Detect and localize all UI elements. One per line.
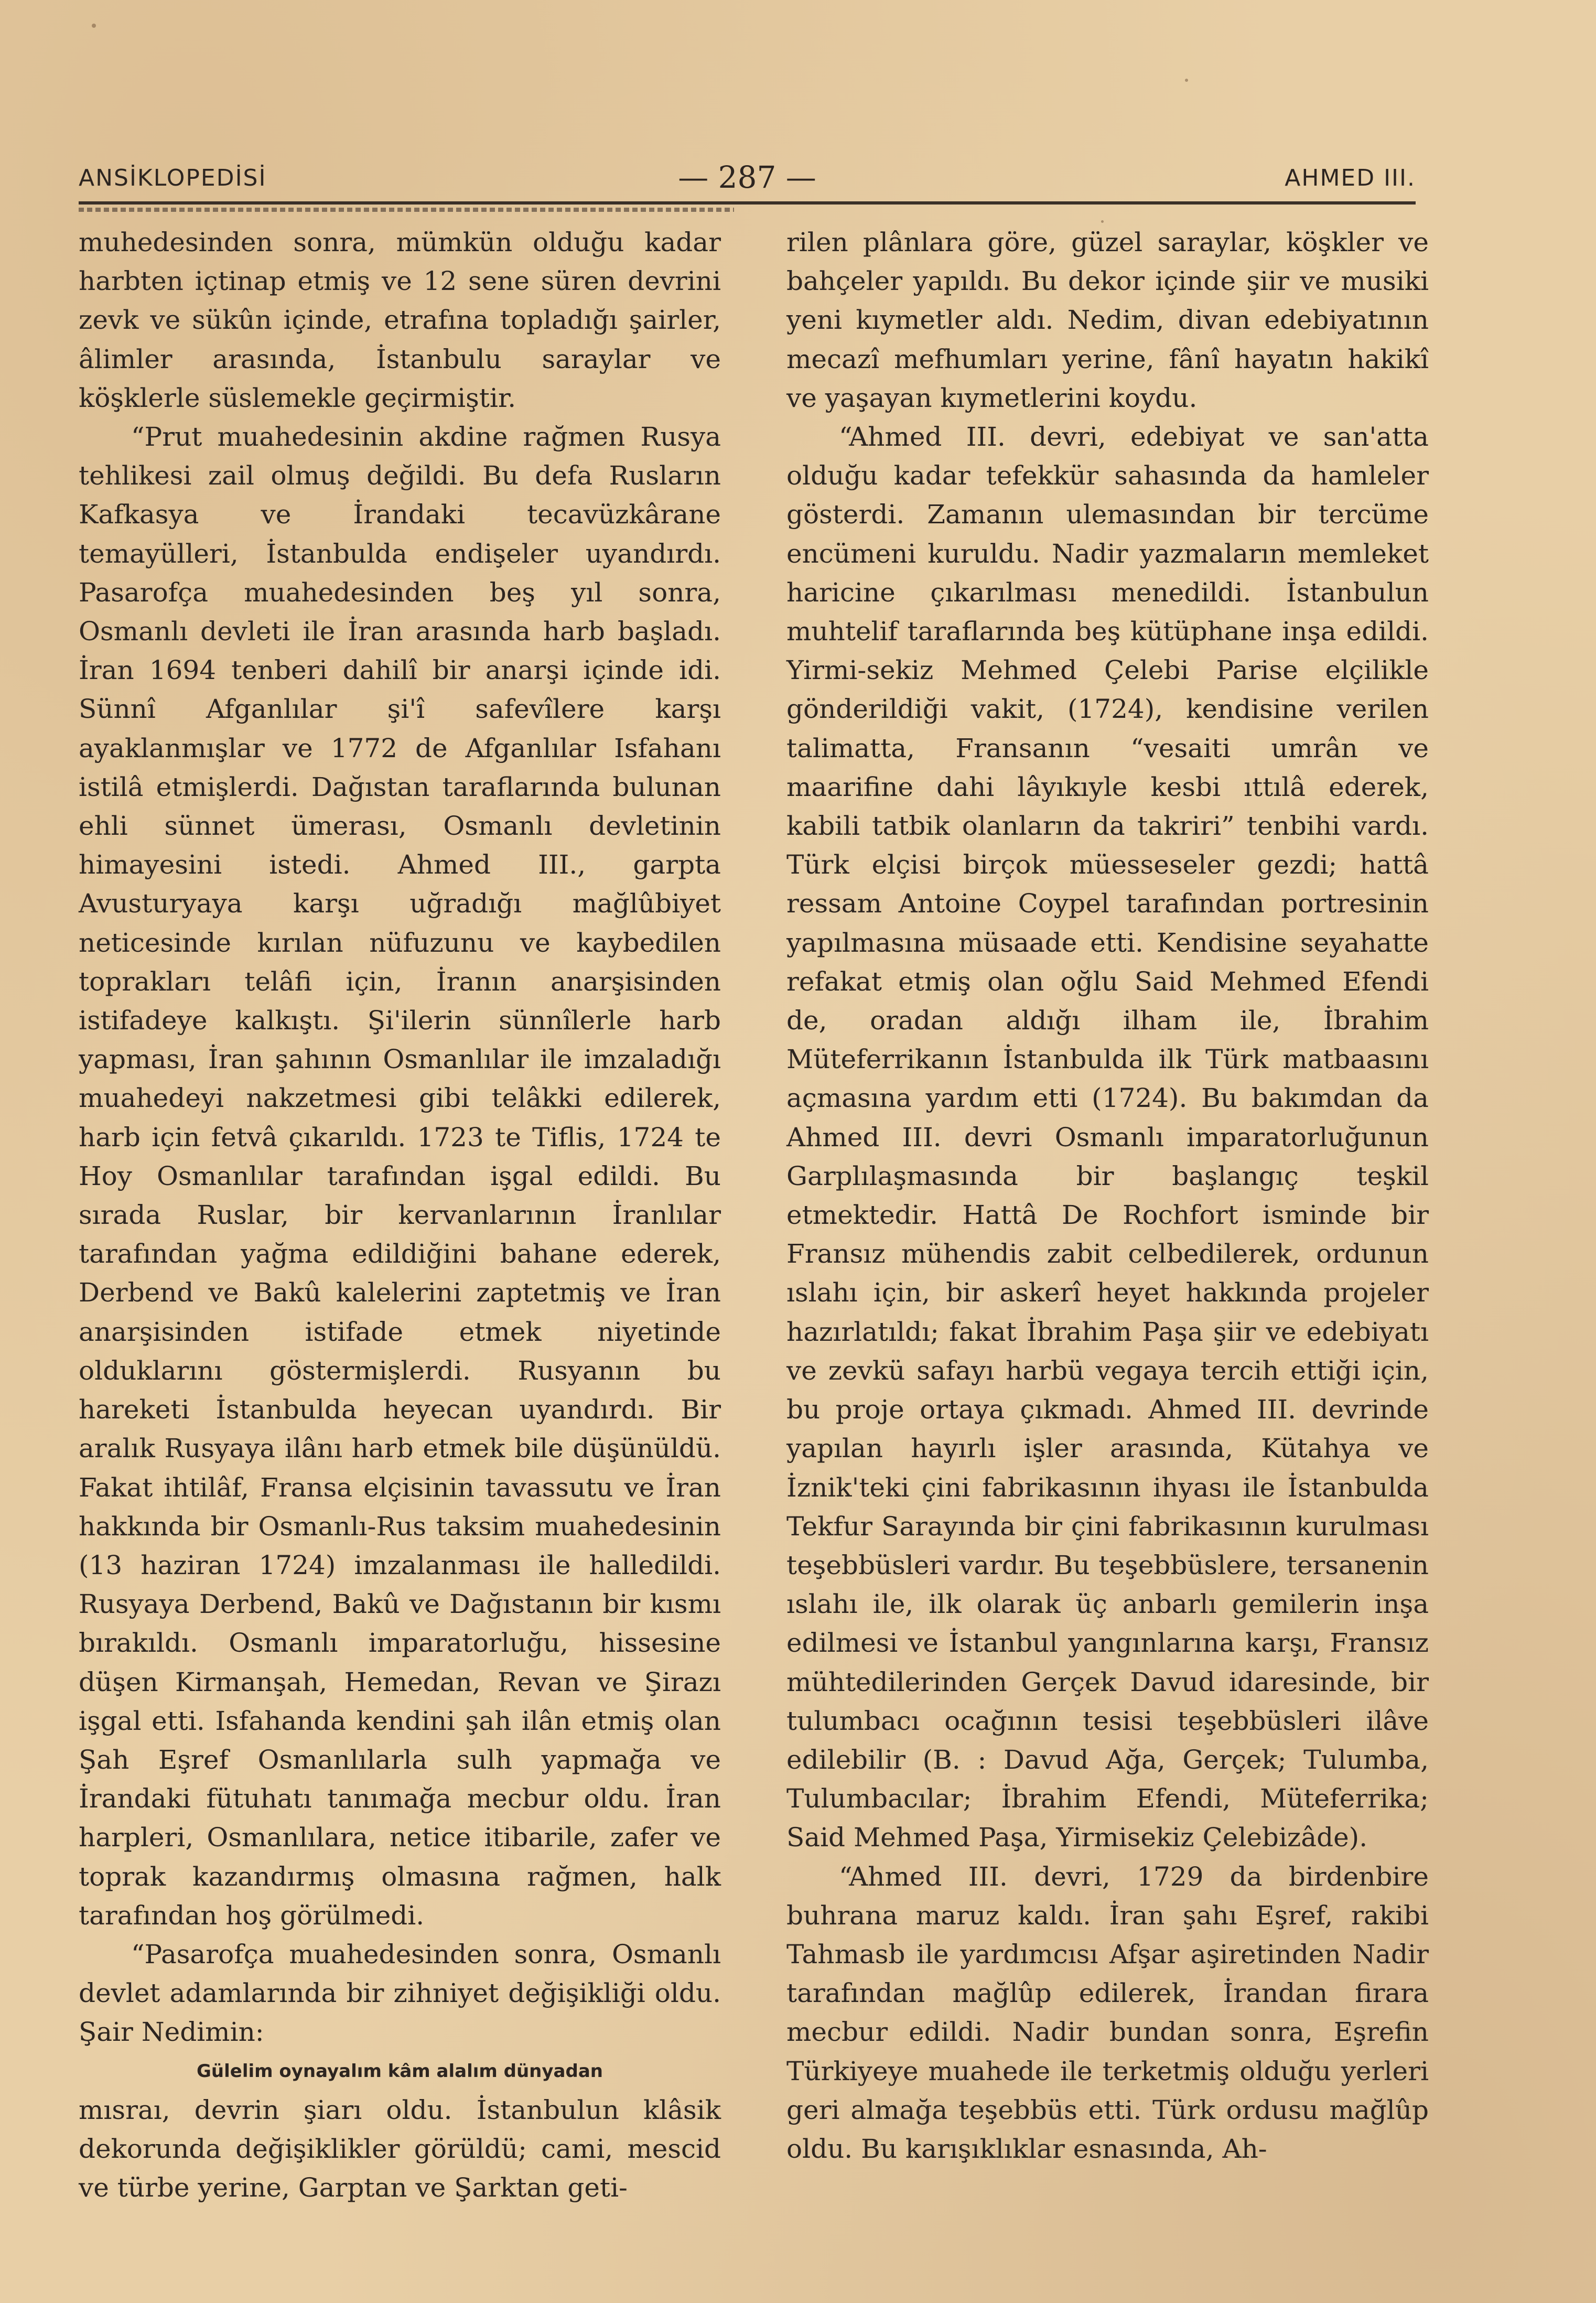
left-column bbox=[79, 223, 721, 2207]
paper-speck bbox=[92, 24, 96, 28]
left-paragraph-1: muhedesinden sonra, mümkün olduğu kadar harbten içtinap etmiş ve 12 sene süren devrini zevk ve sükûn içinde, etrafına topladığı şairler, âlimler arasında, İstanbulu saraylar ve köşklerle süslemekle geçirmiştir. bbox=[79, 227, 721, 413]
header-section: AHMED III. bbox=[1285, 165, 1416, 191]
right-paragraph-1: rilen plânlara göre, güzel saraylar, köşkler ve bahçeler yapıldı. Bu dekor içinde şiir ve musiki yeni kıymetler aldı. Nedim, divan edebiyatının mecazî mefhumları yerine, fânî hayatın hakikî ve yaşayan kıymetlerini koydu. bbox=[786, 227, 1429, 413]
page-number: — 287 — bbox=[678, 159, 816, 195]
right-paragraph-2: “Ahmed III. devri, edebiyat ve san'atta olduğu kadar tefekkür sahasında da hamleler gösterdi. Zamanın ulemasından bir tercüme encümeni kuruldu. Nadir yazmaların memleket haricine çıkarılması menedildi. İstanbulun muhtelif taraflarında beş kütüphane inşa edildi. Yirmi-sekiz Mehmed Çelebi Parise elçilikle gönderildiği vakit, (1724), kendisine verilen talimatta, Fransanın “vesaiti umrân ve maarifine dahi lâyıkıyle kesbi ıttılâ ederek, kabili tatbik olanların da takriri” tenbihi vardı. Türk elçisi birçok müesseseler gezdi; hattâ ressam Antoine Coypel tarafından portresinin yapılmasına müsaade etti. Kendisine seyahatte refakat etmiş olan oğlu Said Mehmed Efendi de, oradan aldığı ilham ile, İbrahim Müteferrikanın İstanbulda ilk Türk matbaasını açmasına yardım etti (1724). Bu bakımdan da Ahmed III. devri Osmanlı imparatorluğunun Garplılaşmasında bir başlangıç teşkil etmektedir. Hattâ De Rochfort isminde bir Fransız mühendis zabit celbedilerek, ordunun ıslahı için, bir askerî heyet hakkında projeler hazırlatıldı; fakat İbrahim Paşa şiir ve edebiyatı ve zevkü safayı harbü vegaya tercih ettiği için, bu proje ortaya çıkmadı. Ahmed III. devrinde yapılan hayırlı işler arasında, Kütahya ve İznik'teki çini fabrikasının ihyası ile İstanbulda Tekfur Sarayında bir çini fabrikasının kurulması teşebbüsleri vardır. Bu teşebbüslere, tersanenin ıslahı ile, ilk olarak üç anbarlı gemilerin inşa edilmesi ve İstanbul yangınlarına karşı, Fransız mühtedilerinden Gerçek Davud idaresinde, bir tulumbacı ocağının tesisi teşebbüsleri ilâve edilebilir (B. : Davud Ağa, Gerçek; Tulumba, Tulumbacılar; İbrahim Efendi, Müteferrika; Said Mehmed Paşa, Yirmisekiz Çelebizâde). bbox=[786, 422, 1429, 1853]
left-paragraph-3: “Pasarofça muahedesinden sonra, Osmanlı devlet adamlarında bir zihniyet değişikliği oldu. Şair Nedimin: bbox=[79, 1939, 721, 2048]
header-rule bbox=[79, 201, 1416, 205]
verse-quote: Gülelim oynayalım kâm alalım dünyadan bbox=[197, 2060, 603, 2082]
header-title: ANSİKLOPEDİSİ bbox=[79, 165, 267, 191]
header-rule-decorative bbox=[79, 208, 734, 212]
paper-speck bbox=[1101, 220, 1104, 223]
right-column bbox=[786, 223, 1429, 2168]
paper-speck bbox=[1185, 79, 1188, 82]
right-paragraph-3: “Ahmed III. devri, 1729 da birdenbire buhrana maruz kaldı. İran şahı Eşref, rakibi Tahmasb ile yardımcısı Afşar aşiretinden Nadir tarafından mağlûp edilerek, İrandan firara mecbur edildi. Nadir bundan sonra, Eşrefin Türkiyeye muahede ile terketmiş olduğu yerleri geri almağa teşebbüs etti. Türk ordusu mağlûp oldu. Bu karışıklıklar esnasında, Ah- bbox=[786, 1861, 1429, 2164]
running-header bbox=[79, 157, 1416, 194]
left-paragraph-4: mısraı, devrin şiarı oldu. İstanbulun klâsik dekorunda değişiklikler görüldü; cami, mescid ve türbe yerine, Garptan ve Şarktan geti- bbox=[79, 2094, 721, 2203]
left-paragraph-2: “Prut muahedesinin akdine rağmen Rusya tehlikesi zail olmuş değildi. Bu defa Rusların Kafkasya ve İrandaki tecavüzkârane temayülleri, İstanbulda endişeler uyandırdı. Pasarofça muahedesinden beş yıl sonra, Osmanlı devleti ile İran arasında harb başladı. İran 1694 tenberi dahilî bir anarşi içinde idi. Sünnî Afganlılar şi'î safevîlere karşı ayaklanmışlar ve 1772 de Afganlılar Isfahanı istilâ etmişlerdi. Dağıstan taraflarında bulunan ehli sünnet ümerası, Osmanlı devletinin himayesini istedi. Ahmed III., garpta Avusturyaya karşı uğradığı mağlûbiyet neticesinde kırılan nüfuzunu ve kaybedilen toprakları telâfi için, İranın anarşisinden istifadeye kalkıştı. Şi'ilerin sünnîlerle harb yapması, İran şahının Osmanlılar ile imzaladığı muahedeyi nakzetmesi gibi telâkki edilerek, harb için fetvâ çıkarıldı. 1723 te Tiflis, 1724 te Hoy Osmanlılar tarafından işgal edildi. Bu sırada Ruslar, bir kervanlarının İranlılar tarafından yağma edildiğini bahane ederek, Derbend ve Bakû kalelerini zaptetmiş ve İran anarşisinden istifade etmek niyetinde olduklarını göstermişlerdi. Rusyanın bu hareketi İstanbulda heyecan uyandırdı. Bir aralık Rusyaya ilânı harb etmek bile düşünüldü. Fakat ihtilâf, Fransa elçisinin tavassutu ve İran hakkında bir Osmanlı-Rus taksim muahedesinin (13 haziran 1724) imzalanması ile halledildi. Rusyaya Derbend, Bakû ve Dağıstanın bir kısmı bırakıldı. Osmanlı imparatorluğu, hissesine düşen Kirmanşah, Hemedan, Revan ve Şirazı işgal etti. Isfahanda kendini şah ilân etmiş olan Şah Eşref Osmanlılarla sulh yapmağa ve İrandaki fütuhatı tanımağa mecbur oldu. İran harpleri, Osmanlılara, netice itibarile, zafer ve toprak kazandırmış olmasına rağmen, halk tarafından hoş görülmedi. bbox=[79, 422, 721, 1931]
